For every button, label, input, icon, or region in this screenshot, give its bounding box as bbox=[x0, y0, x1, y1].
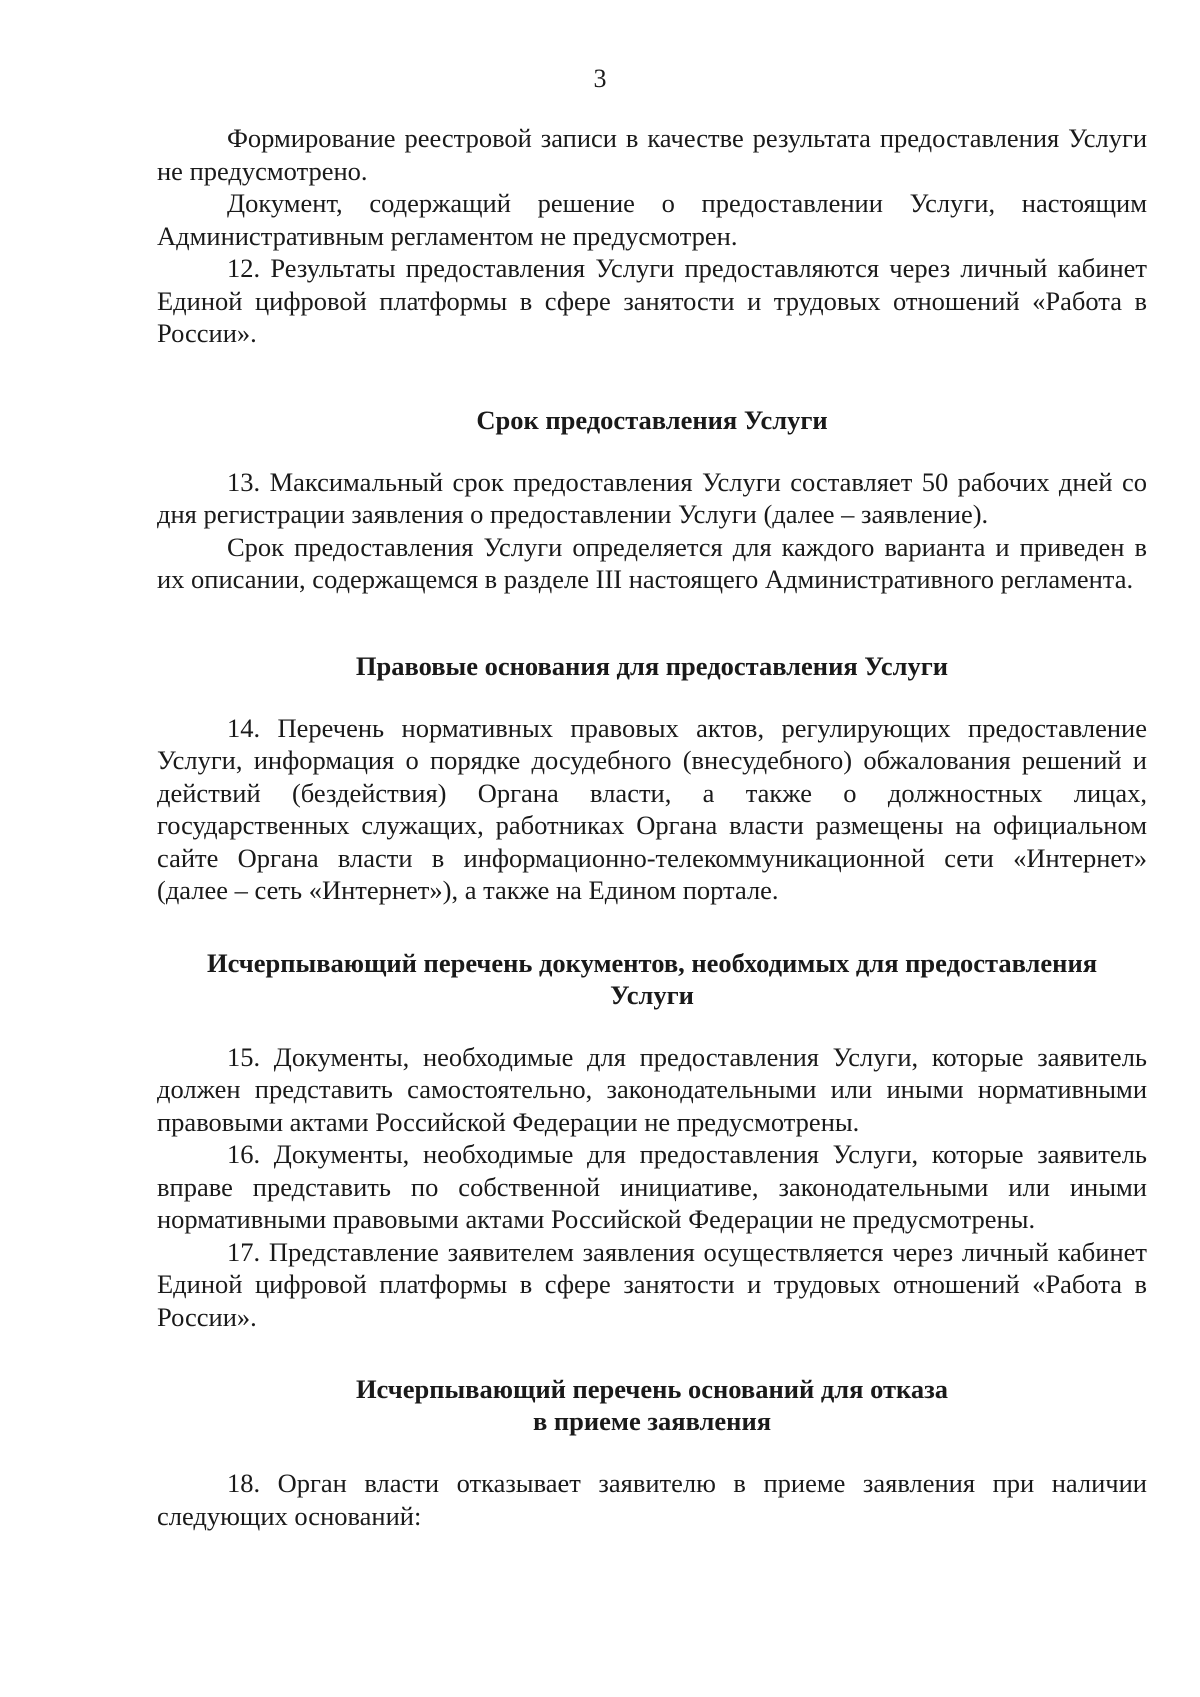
document-body bbox=[157, 122, 1147, 1532]
paragraph-17-submission: 17. Представление заявителем заявления осуществляется через личный кабинет Единой цифровой платформы в сфере занятости и трудовых отношений «Работа в России». bbox=[157, 1236, 1147, 1332]
paragraph-14-legal-acts: 14. Перечень нормативных правовых актов, регулирующих предоставление Услуги, информация о порядке досудебного (внесудебного) обжалования решений и действий (бездействия) Органа власти, а также о должностных лицах, государственных служащих, работниках Органа власти размещены на официальном сайте Органа власти в информационно-телекоммуникационной сети «Интернет» (далее – сеть «Интернет»), а также на Едином портале. bbox=[157, 712, 1147, 905]
section-heading-refusal-line1: Исчерпывающий перечень оснований для отказа bbox=[355, 1374, 949, 1404]
paragraph-decision-document: Документ, содержащий решение о предоставлении Услуги, настоящим Административным регламентом не предусмотрен. bbox=[157, 188, 1147, 251]
section-heading-legal-grounds: Правовые основания для предоставления Услуги bbox=[355, 650, 949, 681]
paragraph-16-documents-optional: 16. Документы, необходимые для предоставления Услуги, которые заявитель вправе представить по собственной инициативе, законодательными или иными нормативными правовыми актами Российской Федерации не предусмотрены. bbox=[157, 1139, 1147, 1234]
paragraph-13-max-term: 13. Максимальный срок предоставления Услуги составляет 50 рабочих дней со дня регистрации заявления о предоставлении Услуги (далее – заявление). bbox=[157, 466, 1147, 529]
paragraph-18-refusal-grounds: 18. Орган власти отказывает заявителю в приеме заявления при наличии следующих оснований: bbox=[157, 1468, 1147, 1531]
paragraph-term-by-variant: Срок предоставления Услуги определяется для каждого варианта и приведен в их описании, содержащемся в разделе III настоящего Административного регламента. bbox=[157, 531, 1147, 594]
section-heading-documents-line2: Услуги bbox=[610, 979, 694, 1010]
paragraph-registry-record: Формирование реестровой записи в качестве результата предоставления Услуги не предусмотрено. bbox=[157, 123, 1147, 186]
section-heading-documents-line1: Исчерпывающий перечень документов, необходимых для предоставления bbox=[206, 947, 1098, 978]
page-number: 3 bbox=[593, 64, 607, 93]
paragraph-12-results: 12. Результаты предоставления Услуги предоставляются через личный кабинет Единой цифровой платформы в сфере занятости и трудовых отношений «Работа в России». bbox=[157, 253, 1147, 348]
paragraph-15-documents-required: 15. Документы, необходимые для предоставления Услуги, которые заявитель должен представить самостоятельно, законодательными или иными нормативными правовыми актами Российской Федерации не предусмотрены. bbox=[157, 1041, 1147, 1137]
section-heading-term: Срок предоставления Услуги bbox=[476, 404, 828, 435]
section-heading-refusal-line2: в приеме заявления bbox=[532, 1406, 772, 1436]
